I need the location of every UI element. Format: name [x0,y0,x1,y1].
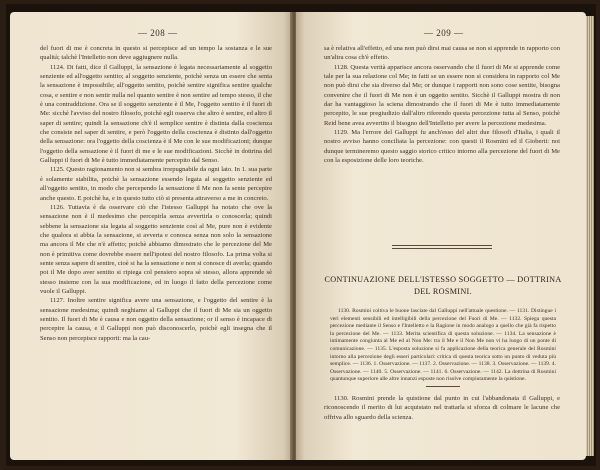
right-page-text [324,44,560,165]
page-edges [586,16,594,456]
paragraph: sa è relativa all'effetto, ed una non può dirsi mai causa se non si apprende in rapporto con un'altra cosa ch'è effetto. [324,45,560,62]
left-page-text [40,44,272,343]
paragraph: 1126. Tuttavia è da osservare ciò che l'istesso Galluppi ha notato che ove la sensazione non è il medesimo che percepirla senza avvertirla o conoscerla; quindi sebbene la sensazione sia legata al soggetto senziente così al Me, pure non è evidente che qualora si abbia la sensazione, si avverta e conosca senza non solo la sensazione ma ancora il Me che n'è affetto; poichè abbiamo dimostrato che le percezione del Me non è primitiva come dovrebbe essere nell'ipotesi del nostro filosofo. La prima volta si sente senza sapere di sentire, cioè si ha la sensazione e non si conosce di averla; quando poi il Me dopo aver sentito si ripiega col pensiero sopra sè stesso, allora apprende sè stesso insieme con la sua modificazione, ed in luogo il fatto della percezione come vuole il Galluppi. [40,203,272,295]
paragraph: 1130. Rosmini prende la quistione dal punto in cui l'abbandonata il Galluppi, e riconoscendo il merito di lui acquistato nel trattarla si sforza di colmare le lacune che offriva allo sguardo della scienza. [324,395,560,421]
section-summary [330,308,556,384]
section-divider [392,245,492,246]
section-heading-line: CONTINUAZIONE DELL'ISTESSO SOGGETTO — DOTTRINA [324,275,562,284]
section-heading [318,274,568,298]
paragraph: 1125. Questo ragionamento non si sembra irrepugnabile da ogni lato. In 1. sua parte è solamente stabilita, poichè la sensazione essendo legata al soggetto senziente ed all'oggetto sentito, in modo che percependo la sensazione il Me non fa sente percepire anche questo. E poichè ha, e in questo tutto ciò si presenta attraverso a me in concreto. [40,166,272,202]
paragraph: 1128. Questa verità apparisce ancora osservando che il fuori di Me si apprende come tale per la sua relazione col Me; in fatti se un essere non si considera in rapporto col Me non può dirsi che sia diverso dal Me; or dunque i rapporti non sono cose sentite, bisogna convenire che il fuori di Me non è un oggetto sentito. Sicchè il Galluppi mostra di non dar ha vantaggioso la sciena dimostrando che il fuori di Me è tutto immediatamente percepito, le sue pregiudizio dall'altro riferendo questa percezione tutta al Senso, poichè Reid bene avea avvertito il bisogno dell'Intelletto per avere la percezione medesima. [324,63,560,127]
summary-text: 1130. Rosmini coltiva le buone lasciate dal Galluppi nell'attuale questione. — 1131. Distingue i veri elementi sensibili ed intelligibili della percezione del Fuori di Me. — 1132. Spiega questa percezione mediante il Senso e l'Intelletto e la Ragione in modo analogo a quello che già fa rispetto la percezione del Me. — 1133. Merita scientifica di questa soluzione. — 1134. La sensazione è intimamente congiunta al Me ed al Non Me: tra il Me e il Non Me non vi ha luogo di un ponte di comunicazione. — 1135. L'esposta soluzione si fa applicazione della teorica generale del Rosmini intorno alla percezione degli esseri particolari: critica di questa teorica sotto un punto di veduta più semplice. — 1136. 1. Osservazione. — 1137. 2. Osservazione. — 1138. 3. Osservazione. — 1139. 4. Osservazione. — 1140. 5. Osservazione. — 1141. 6. Osservazione. — 1142. La dottrina di Rosmini quantunque superiore alle altre innanzi esposte non risolve compiutamente la quistione. [330,308,556,383]
page-number-left: — 208 — [138,28,178,38]
right-page [296,12,586,460]
right-page-bottom-text [324,394,560,422]
summary-divider [426,386,460,387]
paragraph: 1124. Di fatti, dice il Galluppi, la sensazione è legata necessariamente al soggetto senziente ed all'oggetto sentito; al soggetto senziente, poichè senza un essere che senta la sensazione è impossibile; all'oggetto sentito, poichè sentire significa sentire qualche cosa, e sentire e non sentir nulla nel quanto sentire è non sentire ad tempo stesso, il che è una contraddizione. Ora se il soggetto senziente è il Me, l'oggetto sentito è il fuori di Me: sicchè l'avviso del nostro filosofo, poichè egli osserva che altro è sentire, ed altro il saper di sentire; quindi la sensazione ch'è il semplice sentire è distinta dalla coscienza che consiste nel saper di sentire, e però l'oggetto della coscienza è distinto dall'oggetto della sensazione: ora l'oggetto della coscienza è il Me con le sue modificazioni; dunque l'oggetto della sensazione è il fuori di me e le sue modificazioni. Sicchè in dottrina del Galluppi il fuori di Me è tutto immediatamente percepito dal Senso. [40,63,272,165]
page-number-right: — 209 — [424,28,464,38]
section-heading-line: DEL ROSMINI. [414,287,472,296]
paragraph: 1127. Inoltre sentire significa avere una sensazione, e l'oggetto del sentire è la sensazione medesima; quindi neghiamo al Galluppi che il fuori di Me sia un oggetto sentito. Il fuori di Me è causa e non oggetto della sensazione; or il senso è incapace di percepire la causa, e il Galluppi non può disconoscerlo, poichè egli insegna che il Senso non percepisce rapporti: ma la cau- [40,297,272,342]
left-page [10,12,292,460]
paragraph: del fuori di me è concreta in questo si percepisce ad un tempo la sostanza e le sue qualità; talchè l'Intelletto non deve aggiugnere nulla. [40,45,272,62]
paragraph: 1129. Ma l'errore del Galluppi fu anch'esso del altri due filosofi d'Italia, i quali il nostro avviso hanno conciliata la percezione: con questi il Rosmini ed il Gioberti: noi dunque termineremo questo saggio storico critico intorno alla percezione del fuori di Me con la esposizione delle loro teoriche. [324,129,560,165]
section-divider [392,248,492,249]
book-spread [6,4,596,466]
